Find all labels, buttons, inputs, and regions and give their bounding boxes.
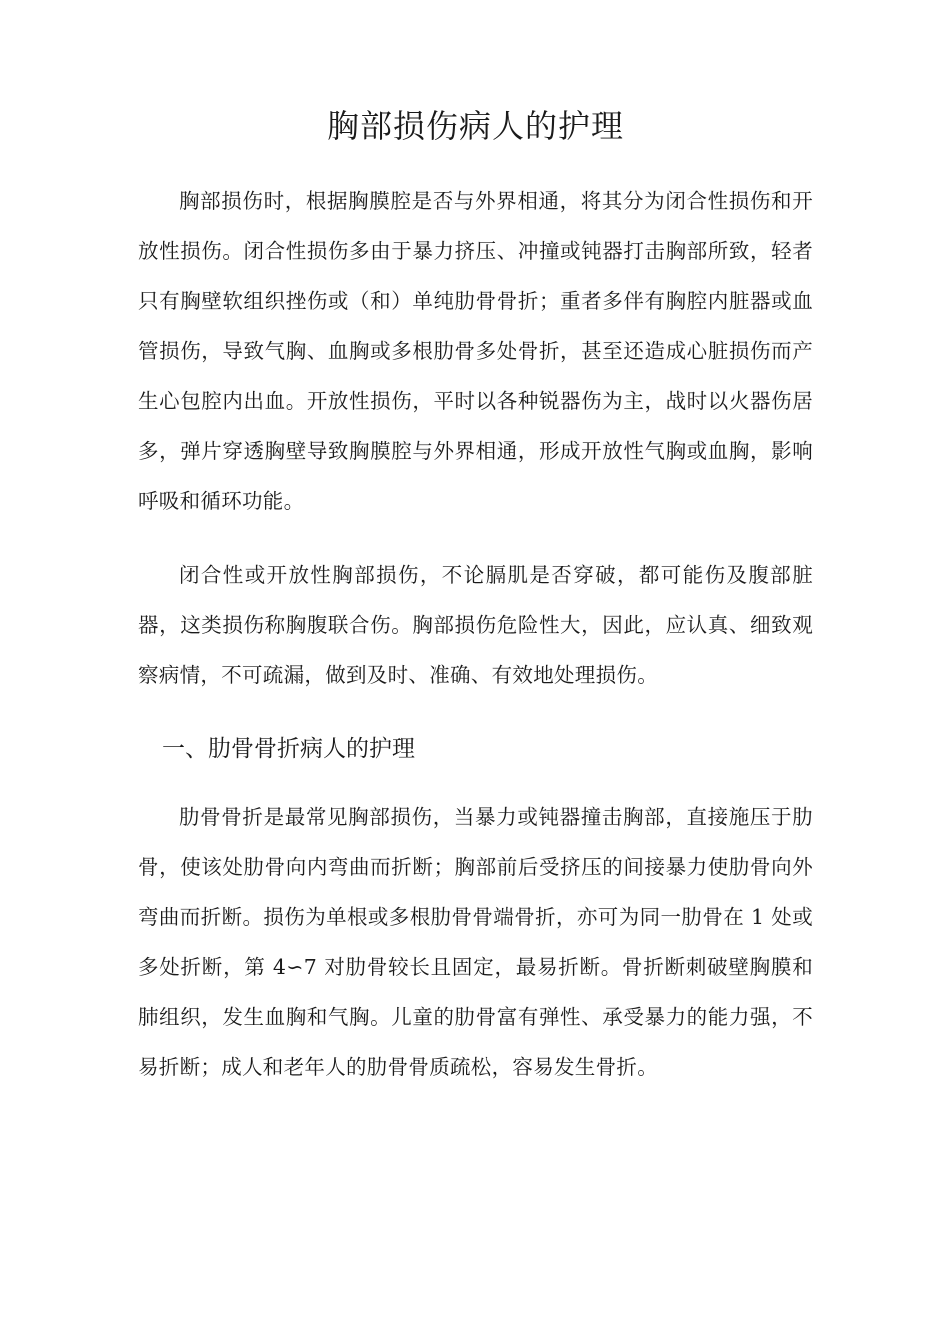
paragraph-thoracoabdominal: 闭合性或开放性胸部损伤，不论膈肌是否穿破，都可能伤及腹部脏器，这类损伤称胸腹联合伤。胸部损伤危险性大，因此，应认真、细致观察病情，不可疏漏，做到及时、准确、有效地处理损伤。	[138, 563, 813, 687]
paragraph-overview: 胸部损伤时，根据胸膜腔是否与外界相通，将其分为闭合性损伤和开放性损伤。闭合性损伤多由于暴力挤压、冲撞或钝器打击胸部所致，轻者只有胸壁软组织挫伤或（和）单纯肋骨骨折；重者多伴有胸腔内脏器或血管损伤，导致气胸、血胸或多根肋骨多处骨折，甚至还造成心脏损伤而产生心包腔内出血。开放性损伤，平时以各种锐器伤为主，战时以火器伤居多，弹片穿透胸壁导致胸膜腔与外界相通，形成开放性气胸或血胸，影响呼吸和循环功能。	[138, 189, 813, 513]
section-heading-rib-fracture: 一、肋骨骨折病人的护理	[162, 736, 415, 762]
document-page	[138, 0, 813, 1092]
paragraph-rib-fracture: 肋骨骨折是最常见胸部损伤，当暴力或钝器撞击胸部，直接施压于肋骨，使该处肋骨向内弯曲而折断；胸部前后受挤压的间接暴力使肋骨向外弯曲而折断。损伤为单根或多根肋骨骨端骨折，亦可为同一肋骨在 1 处或多处折断，第 4∽7 对肋骨较长且固定，最易折断。骨折断刺破壁胸膜和肺组织，发生血胸和气胸。儿童的肋骨富有弹性、承受暴力的能力强，不易折断；成人和老年人的肋骨骨质疏松，容易发生骨折。	[138, 805, 813, 1079]
document-title: 胸部损伤病人的护理	[326, 107, 624, 145]
